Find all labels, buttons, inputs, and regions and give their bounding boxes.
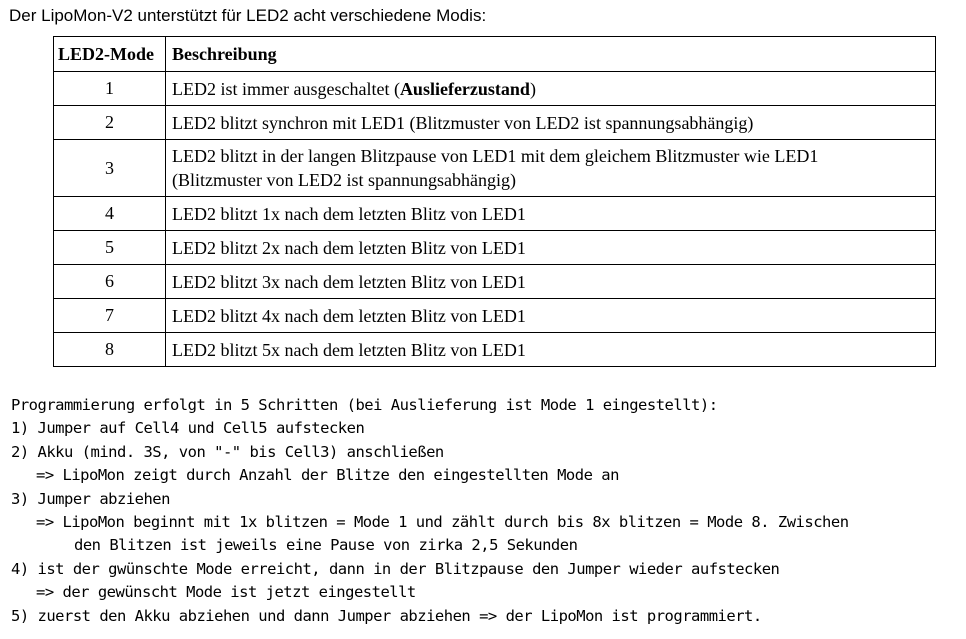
- table-row: [54, 299, 936, 333]
- table-row: [54, 333, 936, 367]
- table-row: [54, 231, 936, 265]
- table-row: [54, 197, 936, 231]
- table-header-row: [54, 37, 936, 72]
- step-2-result: => LipoMon zeigt durch Anzahl der Blitze den eingestellten Mode an: [36, 466, 619, 485]
- programming-steps: [11, 394, 849, 628]
- step-3-result-continued: den Blitzen ist jeweils eine Pause von zirka 2,5 Sekunden: [74, 536, 578, 555]
- step-3-result: => LipoMon beginnt mit 1x blitzen = Mode 1 und zählt durch bis 8x blitzen = Mode 8. Zwischen: [36, 513, 849, 532]
- mode-description: LED2 blitzt synchron mit LED1 (Blitzmuster von LED2 ist spannungsabhängig): [166, 106, 936, 140]
- mode-description: LED2 blitzt 3x nach dem letzten Blitz von LED1: [166, 265, 936, 299]
- table-row: [54, 72, 936, 106]
- description-bold-text: Auslieferzustand: [399, 78, 530, 99]
- mode-number: 7: [54, 299, 166, 333]
- intro-text: Der LipoMon-V2 unterstützt für LED2 acht verschiedene Modis:: [9, 6, 487, 25]
- steps-intro: Programmierung erfolgt in 5 Schritten (bei Auslieferung ist Mode 1 eingestellt):: [11, 396, 718, 414]
- step-3: 3) Jumper abziehen: [11, 489, 170, 508]
- header-beschreibung: Beschreibung: [166, 37, 936, 72]
- mode-description: [166, 140, 936, 197]
- mode-number: 6: [54, 265, 166, 299]
- header-led2-mode: LED2-Mode: [54, 37, 166, 72]
- mode-number: 1: [54, 72, 166, 106]
- table-row: [54, 265, 936, 299]
- description-line-1: LED2 blitzt in der langen Blitzpause von LED1 mit dem gleichem Blitzmuster wie LED1: [172, 146, 819, 166]
- led2-mode-table: [53, 36, 936, 367]
- mode-description: LED2 blitzt 1x nach dem letzten Blitz von LED1: [166, 197, 936, 231]
- mode-description: LED2 blitzt 4x nach dem letzten Blitz von LED1: [166, 299, 936, 333]
- mode-number: 4: [54, 197, 166, 231]
- table-row: [54, 140, 936, 197]
- mode-number: 5: [54, 231, 166, 265]
- mode-description: LED2 blitzt 2x nach dem letzten Blitz von LED1: [166, 231, 936, 265]
- mode-number: 3: [54, 140, 166, 197]
- mode-number: 2: [54, 106, 166, 140]
- step-1: 1) Jumper auf Cell4 und Cell5 aufstecken: [11, 419, 365, 438]
- step-4-result: => der gewünscht Mode ist jetzt eingestellt: [36, 583, 416, 602]
- step-5: 5) zuerst den Akku abziehen und dann Jumper abziehen => der LipoMon ist programmiert.: [11, 606, 762, 625]
- step-4: 4) ist der gwünschte Mode erreicht, dann in der Blitzpause den Jumper wieder aufstecken: [11, 559, 780, 578]
- description-line-2: (Blitzmuster von LED2 ist spannungsabhängig): [172, 170, 516, 190]
- description-text-end: ): [529, 78, 536, 99]
- mode-number: 8: [54, 333, 166, 367]
- step-2: 2) Akku (mind. 3S, von "-" bis Cell3) anschließen: [11, 442, 444, 461]
- mode-description: [166, 72, 936, 106]
- table-row: [54, 106, 936, 140]
- description-text: LED2 ist immer ausgeschaltet (: [172, 78, 400, 99]
- mode-description: LED2 blitzt 5x nach dem letzten Blitz von LED1: [166, 333, 936, 367]
